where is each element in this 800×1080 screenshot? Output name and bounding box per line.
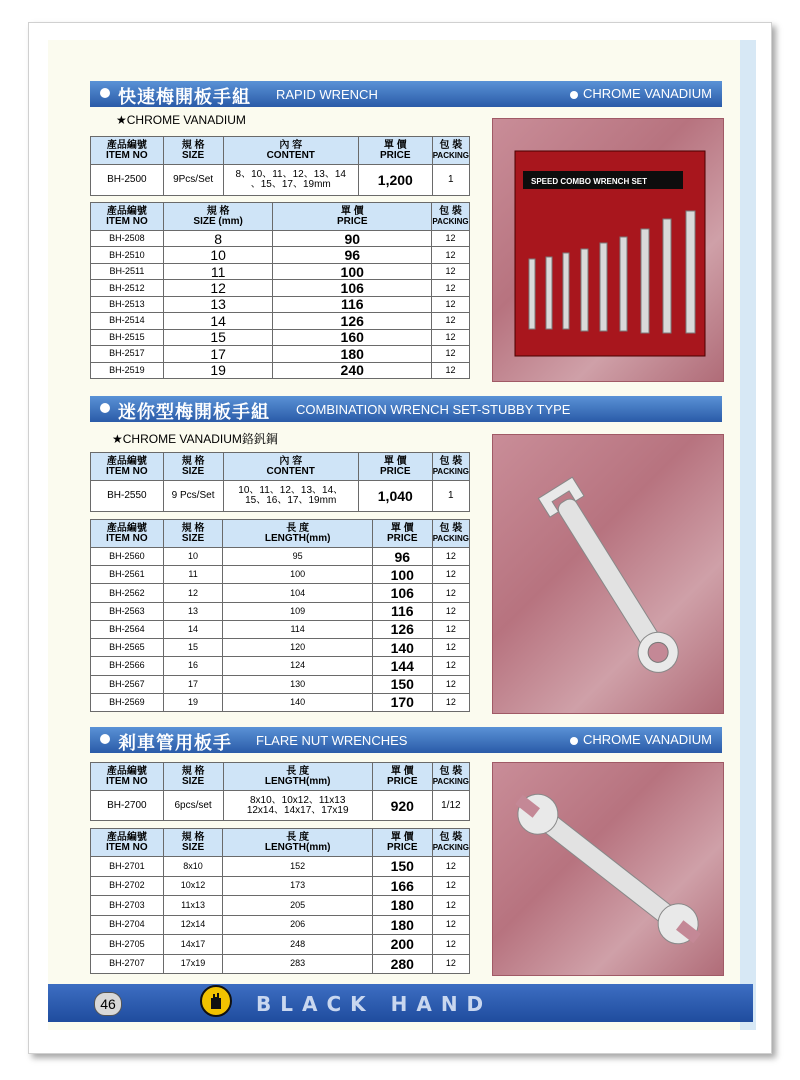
flare-nut-wrench-image: [493, 763, 723, 975]
side-stripe: [740, 40, 756, 1030]
product-photo-rapid-set: [492, 118, 724, 382]
set-table: 產品編號 ITEM NO 規 格 SIZE 長 度 LENGTH(mm) 單 價 PRICE 包 裝 PACKING BH-2700 6pcs/set 8x10、10x12、11x13 12x14、14x17、17x19 920 1/12: [90, 762, 470, 821]
section-header-flare-nut: [90, 727, 722, 753]
section-title-en: FLARE NUT WRENCHES: [256, 733, 408, 748]
section-title-zh: 剎車管用板手: [118, 733, 232, 753]
item-table: 產品編號 ITEM NO 規 格 SIZE (mm) 單 價 PRICE 包 裝 PACKING BH-2508 8 90 12 BH-2510 10 96 12 BH-2511 11 100 12 BH-2512 12 106 12 BH-2513 13 116 12 BH-2514 14 126 12 BH-2515 15 160 12 BH-2517 17 180 12 BH-2519 19 240 12: [90, 202, 470, 379]
table-row: BH-2564 14 114 126 12: [91, 620, 470, 638]
page-number: 46: [94, 992, 122, 1016]
table-row: BH-2561 11 100 100 12: [91, 566, 470, 584]
table-row: BH-2560 10 95 96 12: [91, 548, 470, 566]
item-table: 產品編號 ITEM NO 規 格 SIZE 長 度 LENGTH(mm) 單 價 PRICE 包 裝 PACKING BH-2701 8x10 152 150 12 BH-2702 10x12 173 166 12 BH-2703 11x13 205 180 12 BH-2704 12x14 206 180 12 BH-2705 14x17 248 200 12 BH-2707 17x19 283 280 12: [90, 828, 470, 974]
table-row: BH-2707 17x19 283 280 12: [91, 954, 470, 974]
col-price: 單 價 PRICE: [358, 137, 432, 165]
table-row: BH-2500 9Pcs/Set 8、10、11、12、13、14 、15、17、19mm 1,200 1: [91, 165, 470, 196]
combination-wrench-image: [493, 435, 723, 713]
table-row: BH-2700 6pcs/set 8x10、10x12、11x13 12x14、14x17、17x19 920 1/12: [91, 791, 470, 821]
table-row: BH-2512 12 106 12: [91, 280, 470, 296]
material-tag: CHROME VANADIUM: [570, 86, 712, 101]
material-tag: CHROME VANADIUM: [570, 732, 712, 747]
table-row: BH-2562 12 104 106 12: [91, 584, 470, 602]
product-photo-flare-nut: [492, 762, 724, 976]
section-title-zh: 快速梅開板手組: [118, 87, 251, 107]
brand-name: BLACK HAND: [256, 992, 493, 1016]
section-title-en: COMBINATION WRENCH SET-STUBBY TYPE: [296, 402, 571, 417]
table-row: BH-2702 10x12 173 166 12: [91, 876, 470, 896]
set-table: [90, 136, 470, 196]
bullet-icon: [570, 737, 578, 745]
col-packing: 包 裝 PACKING: [432, 137, 469, 165]
bullet-icon: [100, 88, 110, 98]
table-row: BH-2567 17 130 150 12: [91, 675, 470, 693]
section-title-zh: 迷你型梅開板手組: [118, 402, 270, 422]
table-row: BH-2563 13 109 116 12: [91, 602, 470, 620]
table-row: BH-2508 8 90 12: [91, 231, 470, 247]
table-row: BH-2514 14 126 12: [91, 313, 470, 329]
table-row: BH-2519 19 240 12: [91, 362, 470, 379]
material-note: ★CHROME VANADIUM鉻釩鋼: [112, 432, 278, 446]
material-note: ★CHROME VANADIUM: [116, 113, 246, 127]
table-row: BH-2704 12x14 206 180 12: [91, 915, 470, 935]
bullet-icon: [100, 403, 110, 413]
table-row: BH-2511 11 100 12: [91, 263, 470, 279]
table-row: BH-2566 16 124 144 12: [91, 657, 470, 675]
col-content: 內 容 CONTENT: [223, 137, 358, 165]
col-item: 產品編號 ITEM NO: [91, 137, 164, 165]
item-table: 產品編號 ITEM NO 規 格 SIZE 長 度 LENGTH(mm) 單 價 PRICE 包 裝 PACKING BH-2560 10 95 96 12 BH-2561 11 100 100 12 BH-2562 12 104 106 12 BH-2563 13 109 116 12 BH-2564 14 114 126 12 BH-2565 15 120 140 12 BH-2566 16 124 144 12 BH-2567 17 130 150 12 BH-2569 19 140 170 12: [90, 519, 470, 712]
section-header-rapid-wrench: [90, 81, 722, 107]
table-row: BH-2515 15 160 12: [91, 329, 470, 345]
section-title-en: RAPID WRENCH: [276, 87, 378, 102]
table-row: BH-2565 15 120 140 12: [91, 639, 470, 657]
table-row: BH-2513 13 116 12: [91, 296, 470, 312]
col-size: 規 格 SIZE: [163, 137, 223, 165]
section-header-stubby: [90, 396, 722, 422]
table-row: BH-2510 10 96 12: [91, 247, 470, 263]
product-photo-stubby: [492, 434, 724, 714]
table-row: BH-2703 11x13 205 180 12: [91, 896, 470, 916]
set-table: 產品編號 ITEM NO 規 格 SIZE 內 容 CONTENT 單 價 PRICE 包 裝 PACKING BH-2550 9 Pcs/Set 10、11、12、13、14、 15、16、17、19mm 1,040 1: [90, 452, 470, 512]
table-row: BH-2705 14x17 248 200 12: [91, 935, 470, 955]
black-hand-logo-icon: [200, 985, 232, 1017]
bullet-icon: [100, 734, 110, 744]
table-row: BH-2569 19 140 170 12: [91, 693, 470, 711]
table-row: BH-2517 17 180 12: [91, 346, 470, 362]
table-row: BH-2701 8x10 152 150 12: [91, 857, 470, 877]
wrench-roll-image: [493, 119, 723, 381]
bullet-icon: [570, 91, 578, 99]
table-row: BH-2550 9 Pcs/Set 10、11、12、13、14、 15、16、17、19mm 1,040 1: [91, 481, 470, 512]
svg-text:SPEED COMBO WRENCH SET: SPEED COMBO WRENCH SET: [531, 177, 648, 186]
